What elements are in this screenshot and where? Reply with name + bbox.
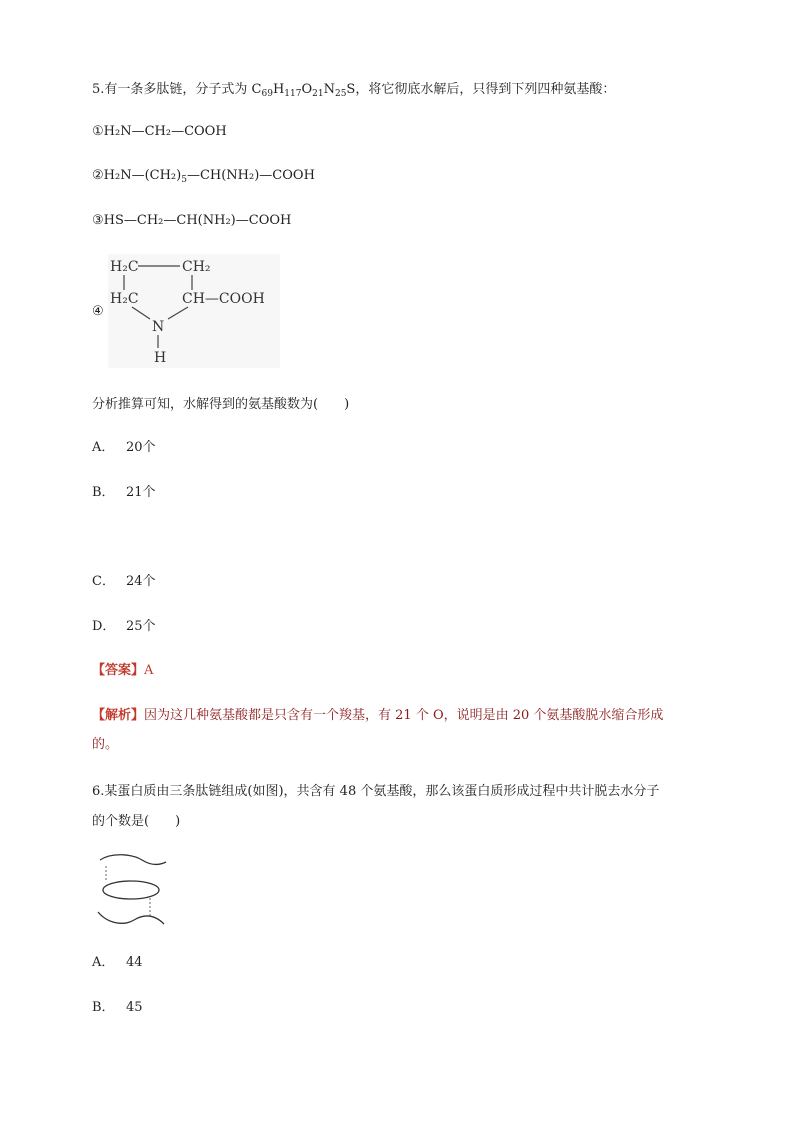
option-text: 25个	[126, 619, 156, 634]
option-text: 20个	[126, 440, 156, 455]
amino-acid-2	[92, 166, 315, 186]
option-letter: A．	[92, 955, 115, 970]
formula-h-count: 117	[284, 89, 302, 99]
peptide-chain-ring	[103, 881, 159, 899]
q6-option-a[interactable]	[92, 953, 143, 973]
option-letter: C．	[92, 574, 115, 589]
option-letter: B．	[92, 1000, 115, 1015]
formula-c-count: 69	[261, 89, 273, 99]
option-letter: B．	[92, 485, 115, 500]
analysis-tag: 【解析】	[92, 708, 145, 723]
q5-stem-text: 5.有一条多肽链，分子式为 C	[92, 82, 262, 97]
mol-h: H	[154, 350, 167, 366]
answer-tag: 【答案】	[92, 663, 145, 678]
amino-acid-3: ③HS—CH₂—CH(NH₂)—COOH	[92, 213, 292, 228]
mol-ch2-top: CH₂	[182, 259, 211, 275]
option-letter: D．	[92, 619, 116, 634]
option-text: 45	[126, 1000, 143, 1015]
q6-stem-line2: 的个数是( )	[92, 814, 181, 829]
formula-s: S	[346, 82, 356, 97]
formula-o: O	[301, 82, 313, 97]
answer-value: A	[144, 663, 154, 678]
q5-option-d[interactable]	[92, 617, 156, 637]
q5-question: 分析推算可知，水解得到的氨基酸数为( )	[92, 397, 350, 412]
formula-n-count: 25	[334, 89, 347, 99]
mol-n: N	[152, 319, 165, 335]
q6-stem-line1: 6.某蛋白质由三条肽链组成(如图)，共含有 48 个氨基酸，那么该蛋白质形成过程中共计脱去水分子	[92, 784, 660, 799]
option-letter: A．	[92, 440, 115, 455]
q5-option-a[interactable]	[92, 438, 156, 458]
amino-acid-4-label: ④	[92, 304, 104, 319]
amino-acid-1: ①H₂N—CH₂—COOH	[92, 124, 227, 139]
aa2-subscript: 5	[181, 175, 187, 185]
mol-h2c-mid: H₂C	[110, 291, 139, 307]
q5-option-b[interactable]	[92, 483, 156, 503]
option-text: 44	[126, 955, 143, 970]
formula-o-count: 21	[312, 89, 324, 99]
q5-analysis-line1	[92, 706, 663, 726]
peptide-chain-bottom	[98, 912, 164, 924]
q5-analysis-line2: 的。	[92, 737, 119, 752]
q5-answer	[92, 661, 153, 681]
formula-n: N	[323, 82, 335, 97]
option-text: 24个	[126, 574, 156, 589]
aa2-part1: ②H₂N—(CH₂)	[92, 168, 182, 183]
peptide-chain-top	[100, 855, 166, 865]
peptide-chains-figure	[92, 852, 170, 932]
mol-ch-cooh: CH—COOH	[182, 291, 265, 307]
mol-h2c-top: H₂C	[110, 259, 139, 275]
proline-structure-figure	[108, 254, 280, 368]
aa2-part2: —CH(NH₂)—COOH	[186, 168, 315, 183]
analysis-text: 因为这几种氨基酸都是只含有一个羧基，有 21 个 O，说明是由 20 个氨基酸脱水缩合形成	[144, 708, 664, 723]
option-text: 21个	[126, 485, 156, 500]
q5-option-c[interactable]	[92, 572, 156, 592]
q5-stem	[92, 80, 615, 100]
q5-stem-tail: ，将它彻底水解后，只得到下列四种氨基酸：	[355, 82, 616, 97]
formula-h: H	[272, 82, 285, 97]
q6-option-b[interactable]	[92, 998, 143, 1018]
disulfide-bonds	[106, 866, 150, 918]
